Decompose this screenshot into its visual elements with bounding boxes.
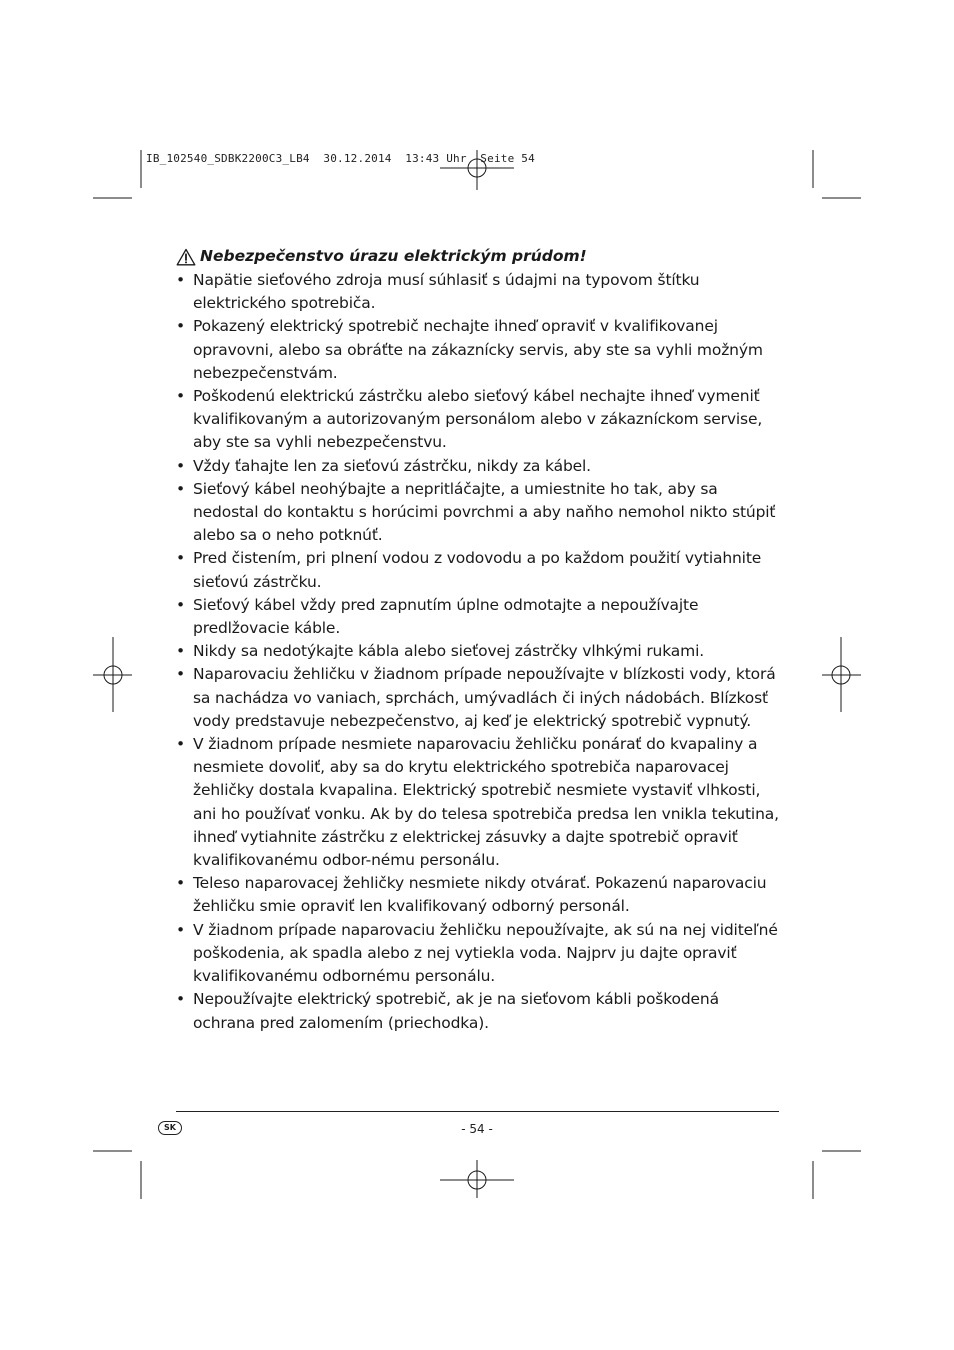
list-item: • Nepoužívajte elektrický spotrebič, ak je na sieťovom kábli poškodená ochrana pred zalomením (priechodka).: [176, 988, 782, 1034]
print-slug: IB_102540_SDBK2200C3_LB4 30.12.2014 13:43 Uhr Seite 54: [146, 152, 535, 165]
warning-triangle-icon: [176, 248, 196, 266]
list-item: • Nikdy sa nedotýkajte kábla alebo sieťovej zástrčky vlhkými rukami.: [176, 640, 782, 663]
list-item: • Sieťový kábel neohýbajte a nepritláčajte, a umiestnite ho tak, aby sa nedostal do kontaktu s horúcimi povrchmi a aby naňho nemohol nikto stúpiť alebo sa o neho potknúť.: [176, 478, 782, 548]
list-item: • Teleso naparovacej žehličky nesmiete nikdy otvárať. Pokazenú naparovaciu žehličku smie opraviť len kvalifikovaný odborný personál.: [176, 872, 782, 918]
footer-divider: [176, 1111, 779, 1112]
list-item: • V žiadnom prípade naparovaciu žehličku nepoužívajte, ak sú na nej viditeľné poškodenia, ak spadla alebo z nej vytiekla voda. Najprv ju dajte opraviť kvalifikovanému odbornému personálu.: [176, 919, 782, 989]
language-badge: SK: [158, 1121, 182, 1135]
section-heading-text: Nebezpečenstvo úrazu elektrickým prúdom!: [200, 247, 587, 265]
list-item: • Sieťový kábel vždy pred zapnutím úplne odmotajte a nepoužívajte predlžovacie káble.: [176, 594, 782, 640]
list-item: • Napätie sieťového zdroja musí súhlasiť s údajmi na typovom štítku elektrického spotrebiča.: [176, 269, 782, 315]
list-item: • Naparovaciu žehličku v žiadnom prípade nepoužívajte v blízkosti vody, ktorá sa nachádza vo vaniach, sprchách, umývadlách či iných nádobách. Blízkosť vody predstavuje nebezpečenstvo, aj keď je elektrický spotrebič vypnutý.: [176, 663, 782, 733]
section-heading: [176, 245, 782, 268]
list-item: • Pokazený elektrický spotrebič nechajte ihneď opraviť v kvalifikovanej opravovni, alebo sa obráťte na zákaznícky servis, aby ste sa vyhli možným nebezpečenstvám.: [176, 315, 782, 385]
list-item: • Pred čistením, pri plnení vodou z vodovodu a po každom použití vytiahnite sieťovú zástrčku.: [176, 547, 782, 593]
safety-section: [176, 245, 782, 1035]
list-item: • Vždy ťahajte len za sieťovú zástrčku, nikdy za kábel.: [176, 455, 782, 478]
list-item: • Poškodenú elektrickú zástrčku alebo sieťový kábel nechajte ihneď vymeniť kvalifikovaným a autorizovaným personálom alebo v zákazníckom servise, aby ste sa vyhli nebezpečenstvu.: [176, 385, 782, 455]
safety-bullet-list: [176, 269, 782, 1035]
page-number: - 54 -: [461, 1122, 493, 1136]
list-item: • V žiadnom prípade nesmiete naparovaciu žehličku ponárať do kvapaliny a nesmiete dovoliť, aby sa do krytu elektrického spotrebiča naparovacej žehličky dostala kvapalina. Elektrický spotrebič nesmiete vystaviť vlhkosti, ani ho používať vonku. Ak by do telesa spotrebiča predsa len vnikla tekutina, ihneď vytiahnite zástrčku z elektrickej zásuvky a dajte spotrebič opraviť kvalifikovanému odbor-nému personálu.: [176, 733, 782, 872]
